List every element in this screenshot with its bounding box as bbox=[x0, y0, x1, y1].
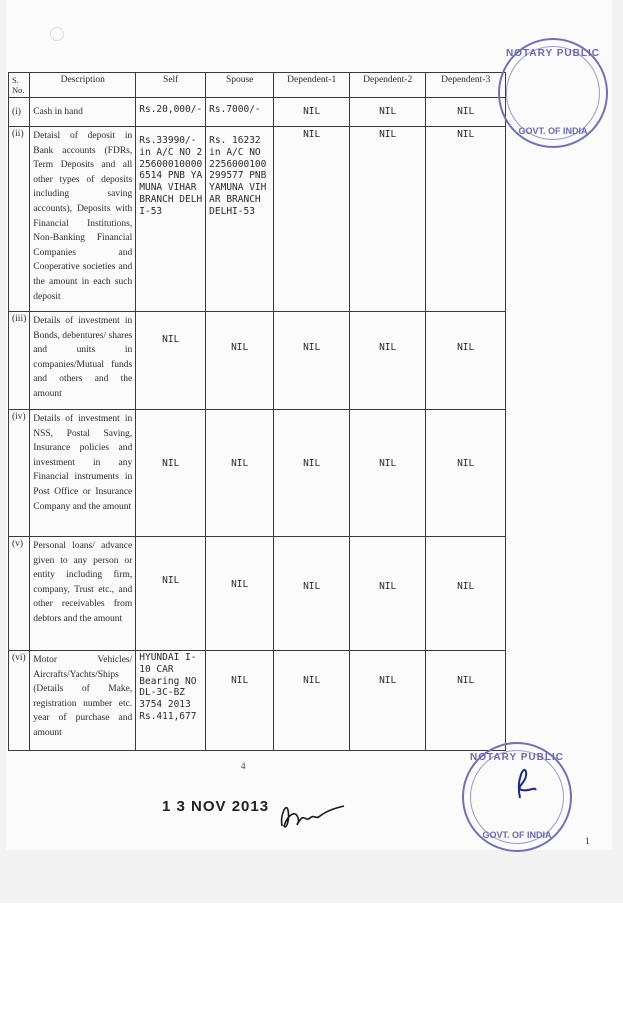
punch-hole bbox=[50, 27, 64, 41]
self-value: NIL bbox=[136, 537, 206, 651]
col-header-dependent-3: Dependent-3 bbox=[426, 73, 506, 98]
table-row bbox=[9, 312, 506, 410]
col-header-dependent-1: Dependent-1 bbox=[274, 73, 350, 98]
spouse-value: NIL bbox=[206, 537, 274, 651]
table-row bbox=[9, 651, 506, 751]
row-number: (vi) bbox=[9, 651, 30, 751]
row-number: (v) bbox=[9, 537, 30, 651]
dependent-3-value: NIL bbox=[426, 410, 506, 537]
dependent-3-value: NIL bbox=[426, 651, 506, 751]
self-value: Rs.33990/- in A/C NO 2256000100006514 PNB YAMUNA VIHAR BRANCH DELHI-53 bbox=[136, 127, 206, 312]
table-row bbox=[9, 127, 506, 312]
spouse-value: NIL bbox=[206, 312, 274, 410]
dependent-2-value: NIL bbox=[350, 127, 426, 312]
col-header-sno: S. No. bbox=[9, 73, 30, 98]
dependent-1-value: NIL bbox=[274, 312, 350, 410]
dependent-1-value: NIL bbox=[274, 127, 350, 312]
assets-table bbox=[8, 72, 506, 751]
dependent-2-value: NIL bbox=[350, 537, 426, 651]
dependent-3-value: NIL bbox=[426, 127, 506, 312]
notary-seal-top bbox=[498, 38, 608, 148]
date-stamp: 1 3 NOV 2013 bbox=[162, 798, 270, 815]
page-number: 4 bbox=[241, 761, 246, 771]
dependent-2-value: NIL bbox=[350, 312, 426, 410]
dependent-2-value: NIL bbox=[350, 651, 426, 751]
row-number: (i) bbox=[9, 98, 30, 127]
row-description: Details of investment in Bonds, debentures/ shares and units in companies/Mutual funds and others and the amount bbox=[30, 312, 136, 410]
spouse-value: NIL bbox=[206, 410, 274, 537]
signature bbox=[278, 796, 348, 836]
col-header-description: Description bbox=[30, 73, 136, 98]
col-header-dependent-2: Dependent-2 bbox=[350, 73, 426, 98]
row-number: (iii) bbox=[9, 312, 30, 410]
seal-bottom-text: GOVT. OF INDIA bbox=[482, 830, 552, 840]
notary-seal-bottom bbox=[462, 742, 572, 852]
seal-top-text: NOTARY PUBLIC bbox=[470, 752, 564, 763]
dependent-1-value: NIL bbox=[274, 651, 350, 751]
dependent-2-value: NIL bbox=[350, 98, 426, 127]
dependent-1-value: NIL bbox=[274, 537, 350, 651]
seal-bottom-text: GOVT. OF INDIA bbox=[518, 126, 588, 136]
table-row bbox=[9, 98, 506, 127]
table-row bbox=[9, 410, 506, 537]
self-value: Rs.20,000/- bbox=[136, 98, 206, 127]
table-row bbox=[9, 537, 506, 651]
seal-top-text: NOTARY PUBLIC bbox=[506, 48, 600, 59]
row-description: Details of investment in NSS, Postal Saving, Insurance policies and investment in any Financial instruments in Post Office or Insurance Company and the amount bbox=[30, 410, 136, 537]
dependent-1-value: NIL bbox=[274, 410, 350, 537]
notary-signature bbox=[510, 760, 540, 800]
self-value: NIL bbox=[136, 312, 206, 410]
row-description: Motor Vehicles/ Aircrafts/Yachts/Ships (Details of Make, registration number etc. year of purchase and amount bbox=[30, 651, 136, 751]
col-header-spouse: Spouse bbox=[206, 73, 274, 98]
spouse-value: Rs. 16232 in A/C NO 2256000100299577 PNB YAMUNA VIHAR BRANCH DELHI-53 bbox=[206, 127, 274, 312]
row-number: (ii) bbox=[9, 127, 30, 312]
self-value: NIL bbox=[136, 410, 206, 537]
row-description: Personal loans/ advance given to any person or entity including firm, company, Trust etc., and other receivables from debtors and the amount bbox=[30, 537, 136, 651]
dependent-3-value: NIL bbox=[426, 98, 506, 127]
dependent-2-value: NIL bbox=[350, 410, 426, 537]
dependent-3-value: NIL bbox=[426, 537, 506, 651]
row-description: Cash in hand bbox=[30, 98, 136, 127]
spouse-value: Rs.7000/- bbox=[206, 98, 274, 127]
dependent-1-value: NIL bbox=[274, 98, 350, 127]
dependent-3-value: NIL bbox=[426, 312, 506, 410]
row-number: (iv) bbox=[9, 410, 30, 537]
row-description: Detaisl of deposit in Bank accounts (FDRs, Term Deposits and all other types of deposits including saving accounts), Deposits with Financial Institutions, Non-Banking Financial Companies and Cooperative societies and the amount in each such deposit bbox=[30, 127, 136, 312]
spouse-value: NIL bbox=[206, 651, 274, 751]
table-header-row bbox=[9, 73, 506, 98]
self-value: HYUNDAI I-10 CAR Bearing NO DL-3C-BZ 3754 2013 Rs.411,677 bbox=[136, 651, 206, 751]
col-header-self: Self bbox=[136, 73, 206, 98]
page-mark: 1 bbox=[585, 836, 590, 846]
